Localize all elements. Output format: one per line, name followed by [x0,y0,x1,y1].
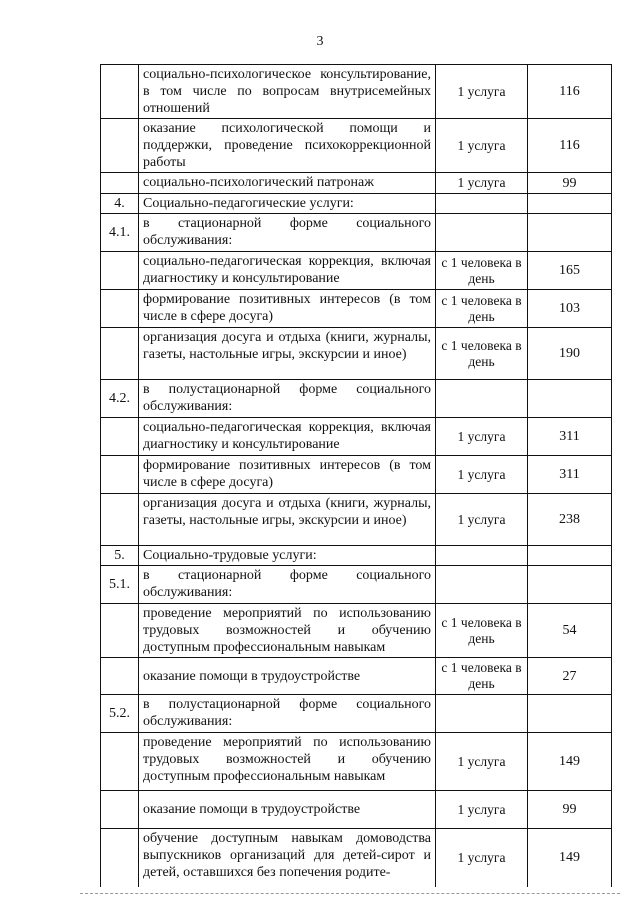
service-name: проведение мероприятий по использованию трудовых возможностей и обучению доступным профессиональным навыкам [139,733,436,791]
row-number [101,829,139,887]
service-name: обучение доступным навыкам домоводства выпускников организаций для детей-сирот и детей, оставшихся без попечения родите- [139,829,436,887]
table-row [101,829,612,887]
service-name: социально-педагогическая коррекция, включая диагностику и консультирование [139,252,436,290]
row-number [101,456,139,494]
service-unit: 1 услуга [436,791,528,829]
service-unit: с 1 человека в день [436,604,528,658]
service-name: организация досуга и отдыха (книги, журналы, газеты, настольные игры, экскурсии и иное) [139,328,436,380]
row-number [101,494,139,546]
service-unit: с 1 человека в день [436,290,528,328]
table-row [101,733,612,791]
service-price [528,380,612,418]
service-name: формирование позитивных интересов (в том числе в сфере досуга) [139,290,436,328]
service-unit: 1 услуга [436,418,528,456]
service-price: 165 [528,252,612,290]
row-number: 4.2. [101,380,139,418]
service-unit: с 1 человека в день [436,252,528,290]
service-name: социально-психологическое консультирование, в том числе по вопросам внутрисемейных отношений [139,65,436,119]
service-name: организация досуга и отдыха (книги, журналы, газеты, настольные игры, экскурсии и иное) [139,494,436,546]
table-row [101,65,612,119]
service-unit: 1 услуга [436,829,528,887]
table-row [101,791,612,829]
row-number: 5. [101,546,139,566]
table-row [101,494,612,546]
table-row [101,380,612,418]
service-name: в полустационарной форме социального обслуживания: [139,695,436,733]
table-row [101,604,612,658]
row-number: 4. [101,194,139,214]
table-row [101,546,612,566]
row-number [101,791,139,829]
row-number [101,418,139,456]
row-number [101,733,139,791]
service-price [528,695,612,733]
service-price: 116 [528,119,612,173]
row-number [101,173,139,194]
service-name: в стационарной форме социального обслуживания: [139,214,436,252]
service-unit: 1 услуга [436,173,528,194]
service-price: 99 [528,791,612,829]
service-price: 54 [528,604,612,658]
service-unit [436,546,528,566]
table-row [101,418,612,456]
page-number: 3 [316,34,324,49]
service-price: 116 [528,65,612,119]
service-name: проведение мероприятий по использованию трудовых возможностей и обучению доступным профессиональным навыкам [139,604,436,658]
service-name: социально-педагогическая коррекция, включая диагностику и консультирование [139,418,436,456]
row-number [101,604,139,658]
table-row [101,695,612,733]
table-row [101,173,612,194]
service-unit [436,566,528,604]
row-number [101,252,139,290]
service-unit: 1 услуга [436,119,528,173]
table-row [101,194,612,214]
row-number: 5.1. [101,566,139,604]
service-price: 99 [528,173,612,194]
service-unit: 1 услуга [436,494,528,546]
row-number [101,65,139,119]
service-name: в стационарной форме социального обслуживания: [139,566,436,604]
service-name: Социально-трудовые услуги: [139,546,436,566]
table-row [101,214,612,252]
service-price [528,566,612,604]
row-number: 4.1. [101,214,139,252]
service-unit [436,214,528,252]
table-row [101,566,612,604]
row-number: 5.2. [101,695,139,733]
service-price [528,546,612,566]
service-unit [436,380,528,418]
table-body [101,65,612,887]
service-price: 190 [528,328,612,380]
service-name: социально-психологический патронаж [139,173,436,194]
row-number [101,290,139,328]
service-unit: с 1 человека в день [436,658,528,695]
service-name: оказание помощи в трудоустройстве [139,658,436,695]
service-unit [436,194,528,214]
service-name: оказание психологической помощи и поддержки, проведение психокоррекционной работы [139,119,436,173]
table-row [101,252,612,290]
service-price: 238 [528,494,612,546]
table-row [101,328,612,380]
service-unit: 1 услуга [436,733,528,791]
table-row [101,119,612,173]
service-price: 149 [528,733,612,791]
service-unit: 1 услуга [436,65,528,119]
table-row [101,290,612,328]
scan-edge-marks [80,893,620,896]
service-price [528,214,612,252]
services-price-table [100,64,612,887]
service-price: 311 [528,456,612,494]
service-unit [436,695,528,733]
service-price: 27 [528,658,612,695]
row-number [101,658,139,695]
service-price: 149 [528,829,612,887]
service-unit: с 1 человека в день [436,328,528,380]
table-row [101,456,612,494]
service-name: Социально-педагогические услуги: [139,194,436,214]
service-price: 311 [528,418,612,456]
service-name: в полустационарной форме социального обслуживания: [139,380,436,418]
service-unit: 1 услуга [436,456,528,494]
row-number [101,328,139,380]
service-price: 103 [528,290,612,328]
service-price [528,194,612,214]
row-number [101,119,139,173]
service-name: формирование позитивных интересов (в том числе в сфере досуга) [139,456,436,494]
service-name: оказание помощи в трудоустройстве [139,791,436,829]
table-row [101,658,612,695]
